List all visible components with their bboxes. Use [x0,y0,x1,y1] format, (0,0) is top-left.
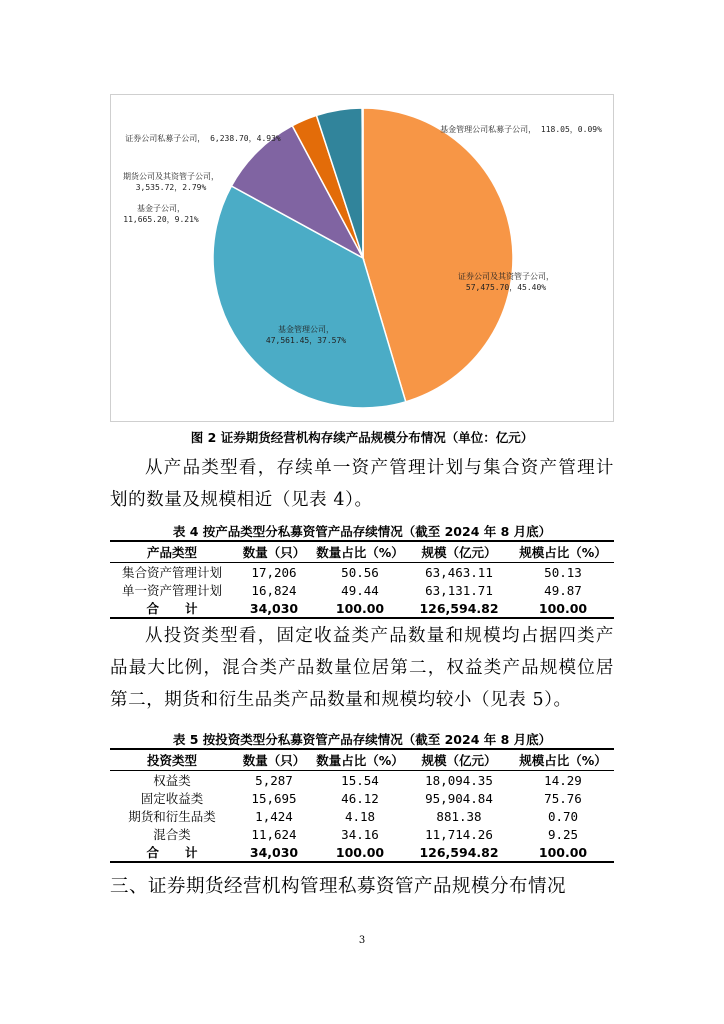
table-row [110,581,614,599]
cell: 期货和衍生品类 [128,809,216,824]
col-header: 投资类型 [110,749,234,771]
cell: 5,287 [255,772,293,788]
cell: 单一资产管理计划 [121,583,222,598]
cell: 1,424 [255,808,293,824]
cell: 17,206 [251,564,297,580]
cell: 18,094.35 [425,772,493,788]
pie-data-label: 基金管理公司， 47,561.45，37.57% [265,325,347,345]
cell: 34,030 [234,843,314,862]
cell: 34,030 [234,599,314,618]
cell: 合 计 [110,599,234,618]
pie-data-label: 证券公司私募子公司， 6,238.70，4.93% [125,134,281,143]
cell: 46.12 [341,790,379,806]
col-header: 规模（亿元） [406,749,512,771]
page-number: 3 [358,935,366,946]
cell: 95,904.84 [425,790,493,806]
cell: 126,594.82 [406,599,512,618]
cell: 11,714.26 [425,826,493,842]
col-header: 数量占比（%） [314,541,406,563]
col-header: 数量（只） [234,541,314,563]
cell: 75.76 [544,790,582,806]
section-heading: 三、证券期货经营机构管理私募资管产品规模分布情况 [110,876,567,897]
cell: 49.87 [544,582,582,598]
cell: 11,624 [251,826,297,842]
cell: 16,824 [251,582,297,598]
cell: 50.13 [544,564,582,580]
cell: 63,463.11 [425,564,493,580]
cell: 14.29 [544,772,582,788]
table5-title: 表 5 按投资类型分私募资管产品存续情况（截至 2024 年 8 月底） [172,732,552,747]
cell: 100.00 [314,599,406,618]
cell: 合 计 [110,843,234,862]
paragraph-investment-type [110,620,614,716]
cell: 49.44 [341,582,379,598]
col-header: 规模（亿元） [406,541,512,563]
paragraph-text: 从产品类型看，存续单一资产管理计划与集合资产管理计划的数量及规模相近（见表 4）。 [110,458,614,510]
cell: 混合类 [153,827,191,842]
cell: 126,594.82 [406,843,512,862]
cell: 集合资产管理计划 [121,565,222,580]
table-row [110,825,614,843]
col-header: 数量（只） [234,749,314,771]
figure-caption: 图 2 证券期货经营机构存续产品规模分布情况（单位：亿元） [190,430,534,445]
cell: 881.38 [436,808,482,824]
col-header: 数量占比（%） [314,749,406,771]
cell: 50.56 [341,564,379,580]
cell: 34.16 [341,826,379,842]
table-row [110,807,614,825]
table5 [110,748,614,863]
cell: 固定收益类 [140,791,204,806]
pie-data-label: 基金子公司， 11,665.20，9.21% [123,204,199,224]
cell: 权益类 [153,773,191,788]
cell: 100.00 [512,843,614,862]
col-header: 规模占比（%） [512,749,614,771]
pie-data-label: 证券公司及其资管子公司， 57,475.70，45.40% [458,272,554,292]
table-total-row [110,843,614,862]
col-header: 产品类型 [110,541,234,563]
pie-chart-frame [110,94,614,422]
cell: 15,695 [251,790,297,806]
cell: 63,131.71 [425,582,493,598]
pie-chart [111,95,615,423]
cell: 4.18 [344,808,376,824]
cell: 100.00 [314,843,406,862]
pie-slice [362,108,363,258]
cell: 9.25 [547,826,579,842]
table-header-row [110,541,614,563]
table-row [110,789,614,807]
table-total-row [110,599,614,618]
col-header: 规模占比（%） [512,541,614,563]
paragraph-text: 从投资类型看，固定收益类产品数量和规模均占据四类产品最大比例，混合类产品数量位居第二，权益类产品规模位居第二，期货和衍生品类产品数量和规模均较小（见表 5）。 [110,626,614,710]
table-header-row [110,749,614,771]
cell: 0.70 [547,808,579,824]
table-row [110,563,614,582]
table-row [110,771,614,790]
pie-data-label: 期货公司及其资管子公司， 3,535.72，2.79% [123,172,219,192]
paragraph-product-type [110,452,614,516]
table4 [110,540,614,619]
table4-title: 表 4 按产品类型分私募资管产品存续情况（截至 2024 年 8 月底） [172,524,552,539]
cell: 15.54 [341,772,379,788]
cell: 100.00 [512,599,614,618]
pie-data-label: 基金管理公司私募子公司， 118.05，0.09% [440,125,602,134]
